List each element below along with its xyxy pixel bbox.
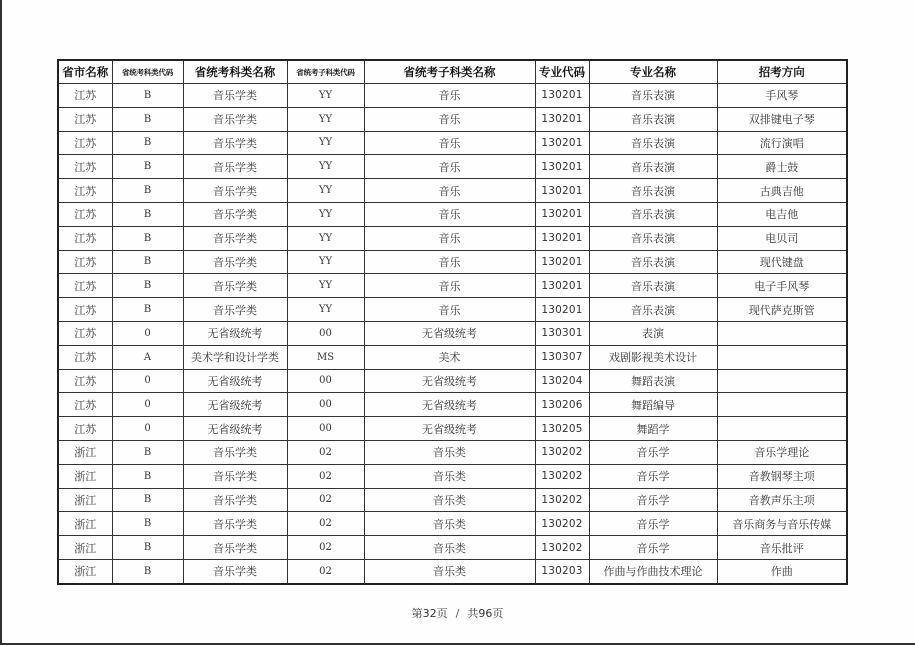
cell-direction: 音教钢琴主项 <box>717 464 847 488</box>
cell-province: 江苏 <box>58 345 112 369</box>
cell-category-code: B <box>112 84 183 108</box>
cell-major-name: 音乐表演 <box>589 84 717 108</box>
cell-category-code: 0 <box>112 321 183 345</box>
cell-major-name: 作曲与作曲技术理论 <box>589 559 717 583</box>
cell-category-name: 音乐学类 <box>183 559 287 583</box>
cell-major-name: 音乐表演 <box>589 298 717 322</box>
cell-subcategory-code: YY <box>287 84 364 108</box>
cell-category-code: B <box>112 536 183 560</box>
cell-major-name: 音乐学 <box>589 512 717 536</box>
cell-major-name: 音乐学 <box>589 464 717 488</box>
total-pages-label: 共96页 <box>467 607 504 620</box>
table-body <box>58 84 847 584</box>
cell-category-code: 0 <box>112 369 183 393</box>
cell-subcategory-code: YY <box>287 298 364 322</box>
cell-province: 江苏 <box>58 393 112 417</box>
table-row <box>58 226 847 250</box>
cell-direction <box>717 393 847 417</box>
header-major-code: 专业代码 <box>535 60 589 84</box>
cell-subcategory-code: YY <box>287 131 364 155</box>
cell-category-code: B <box>112 298 183 322</box>
cell-major-name: 表演 <box>589 321 717 345</box>
cell-subcategory-name: 音乐 <box>364 274 535 298</box>
cell-subcategory-name: 音乐 <box>364 107 535 131</box>
cell-category-code: B <box>112 107 183 131</box>
cell-subcategory-name: 无省级统考 <box>364 417 535 441</box>
cell-subcategory-name: 音乐 <box>364 179 535 203</box>
cell-category-code: B <box>112 226 183 250</box>
cell-subcategory-code: YY <box>287 179 364 203</box>
cell-subcategory-code: YY <box>287 250 364 274</box>
admissions-table <box>57 59 848 585</box>
cell-major-code: 130307 <box>535 345 589 369</box>
table-row <box>58 464 847 488</box>
cell-major-name: 音乐表演 <box>589 155 717 179</box>
cell-category-name: 音乐学类 <box>183 131 287 155</box>
cell-subcategory-code: 00 <box>287 393 364 417</box>
cell-major-code: 130205 <box>535 417 589 441</box>
cell-major-code: 130202 <box>535 488 589 512</box>
cell-province: 江苏 <box>58 179 112 203</box>
cell-category-code: B <box>112 274 183 298</box>
cell-category-code: B <box>112 464 183 488</box>
table-row <box>58 84 847 108</box>
cell-category-code: B <box>112 179 183 203</box>
cell-subcategory-name: 音乐 <box>364 84 535 108</box>
cell-direction: 爵士鼓 <box>717 155 847 179</box>
table-row <box>58 559 847 583</box>
cell-category-code: A <box>112 345 183 369</box>
cell-subcategory-name: 音乐类 <box>364 440 535 464</box>
current-page-label: 第32页 <box>411 607 448 620</box>
cell-direction <box>717 369 847 393</box>
table-header-row <box>58 60 847 84</box>
cell-subcategory-code: 00 <box>287 369 364 393</box>
cell-subcategory-code: YY <box>287 202 364 226</box>
page-separator: / <box>455 607 460 620</box>
cell-direction: 古典吉他 <box>717 179 847 203</box>
cell-province: 江苏 <box>58 226 112 250</box>
cell-subcategory-name: 无省级统考 <box>364 393 535 417</box>
cell-province: 江苏 <box>58 155 112 179</box>
cell-subcategory-code: 02 <box>287 536 364 560</box>
cell-direction: 音教声乐主项 <box>717 488 847 512</box>
cell-direction <box>717 417 847 441</box>
cell-subcategory-code: 02 <box>287 464 364 488</box>
cell-subcategory-name: 音乐 <box>364 250 535 274</box>
table-row <box>58 393 847 417</box>
header-direction: 招考方向 <box>717 60 847 84</box>
cell-subcategory-code: YY <box>287 226 364 250</box>
cell-category-name: 无省级统考 <box>183 321 287 345</box>
cell-direction: 电子手风琴 <box>717 274 847 298</box>
table-row <box>58 369 847 393</box>
cell-category-name: 音乐学类 <box>183 84 287 108</box>
cell-direction: 手风琴 <box>717 84 847 108</box>
cell-category-name: 音乐学类 <box>183 155 287 179</box>
cell-major-code: 130201 <box>535 226 589 250</box>
cell-major-name: 戏剧影视美术设计 <box>589 345 717 369</box>
cell-category-name: 无省级统考 <box>183 393 287 417</box>
cell-category-name: 音乐学类 <box>183 440 287 464</box>
header-category-code: 省统考科类代码 <box>112 60 183 84</box>
table-row <box>58 345 847 369</box>
cell-subcategory-name: 音乐类 <box>364 512 535 536</box>
cell-direction: 作曲 <box>717 559 847 583</box>
cell-major-name: 音乐学 <box>589 488 717 512</box>
cell-subcategory-code: YY <box>287 274 364 298</box>
cell-province: 江苏 <box>58 84 112 108</box>
table-row <box>58 131 847 155</box>
cell-category-code: B <box>112 202 183 226</box>
cell-major-code: 130202 <box>535 512 589 536</box>
table-row <box>58 179 847 203</box>
cell-major-code: 130202 <box>535 440 589 464</box>
cell-category-code: B <box>112 488 183 512</box>
cell-major-name: 音乐表演 <box>589 131 717 155</box>
cell-subcategory-code: 00 <box>287 321 364 345</box>
cell-category-name: 音乐学类 <box>183 250 287 274</box>
table-row <box>58 202 847 226</box>
table-row <box>58 107 847 131</box>
header-province-name: 省市名称 <box>58 60 112 84</box>
cell-category-name: 音乐学类 <box>183 536 287 560</box>
table-row <box>58 512 847 536</box>
cell-province: 浙江 <box>58 512 112 536</box>
cell-major-code: 130201 <box>535 155 589 179</box>
header-major-name: 专业名称 <box>589 60 717 84</box>
cell-province: 浙江 <box>58 536 112 560</box>
header-subcategory-name: 省统考子科类名称 <box>364 60 535 84</box>
cell-direction: 电吉他 <box>717 202 847 226</box>
cell-subcategory-name: 音乐 <box>364 155 535 179</box>
cell-category-name: 美术学和设计学类 <box>183 345 287 369</box>
cell-major-name: 舞蹈表演 <box>589 369 717 393</box>
cell-major-code: 130202 <box>535 536 589 560</box>
cell-direction <box>717 321 847 345</box>
cell-major-name: 音乐表演 <box>589 226 717 250</box>
cell-major-name: 音乐表演 <box>589 107 717 131</box>
cell-category-code: B <box>112 250 183 274</box>
cell-subcategory-name: 无省级统考 <box>364 321 535 345</box>
cell-subcategory-name: 美术 <box>364 345 535 369</box>
table-row <box>58 298 847 322</box>
cell-category-name: 音乐学类 <box>183 464 287 488</box>
cell-subcategory-code: YY <box>287 107 364 131</box>
cell-province: 江苏 <box>58 298 112 322</box>
cell-province: 江苏 <box>58 131 112 155</box>
cell-major-name: 音乐学 <box>589 536 717 560</box>
table-row <box>58 417 847 441</box>
cell-category-name: 无省级统考 <box>183 417 287 441</box>
cell-subcategory-code: 02 <box>287 559 364 583</box>
table-row <box>58 250 847 274</box>
cell-major-code: 130201 <box>535 298 589 322</box>
cell-major-code: 130202 <box>535 464 589 488</box>
cell-subcategory-code: 02 <box>287 512 364 536</box>
cell-province: 江苏 <box>58 202 112 226</box>
cell-subcategory-name: 音乐类 <box>364 488 535 512</box>
cell-province: 浙江 <box>58 559 112 583</box>
cell-category-code: B <box>112 440 183 464</box>
cell-category-code: B <box>112 131 183 155</box>
cell-major-code: 130204 <box>535 369 589 393</box>
cell-direction: 现代萨克斯管 <box>717 298 847 322</box>
cell-direction: 流行演唱 <box>717 131 847 155</box>
cell-subcategory-name: 音乐类 <box>364 464 535 488</box>
cell-major-code: 130201 <box>535 179 589 203</box>
cell-province: 江苏 <box>58 250 112 274</box>
cell-province: 江苏 <box>58 417 112 441</box>
table-row <box>58 536 847 560</box>
cell-subcategory-code: 02 <box>287 488 364 512</box>
cell-province: 浙江 <box>58 440 112 464</box>
cell-major-code: 130201 <box>535 274 589 298</box>
cell-province: 浙江 <box>58 464 112 488</box>
cell-subcategory-name: 音乐 <box>364 298 535 322</box>
table-row <box>58 488 847 512</box>
cell-province: 江苏 <box>58 321 112 345</box>
cell-direction <box>717 345 847 369</box>
cell-major-name: 音乐表演 <box>589 202 717 226</box>
cell-major-name: 舞蹈学 <box>589 417 717 441</box>
cell-major-code: 130301 <box>535 321 589 345</box>
cell-subcategory-code: 00 <box>287 417 364 441</box>
cell-subcategory-code: 02 <box>287 440 364 464</box>
cell-category-code: B <box>112 559 183 583</box>
cell-subcategory-name: 无省级统考 <box>364 369 535 393</box>
cell-category-code: B <box>112 512 183 536</box>
table-row <box>58 321 847 345</box>
table-row <box>58 274 847 298</box>
cell-major-name: 音乐学 <box>589 440 717 464</box>
cell-category-code: 0 <box>112 393 183 417</box>
cell-subcategory-name: 音乐 <box>364 131 535 155</box>
cell-subcategory-code: MS <box>287 345 364 369</box>
cell-major-code: 130203 <box>535 559 589 583</box>
cell-major-code: 130201 <box>535 250 589 274</box>
cell-subcategory-name: 音乐类 <box>364 559 535 583</box>
cell-category-name: 音乐学类 <box>183 488 287 512</box>
cell-direction: 音乐学理论 <box>717 440 847 464</box>
cell-direction: 现代键盘 <box>717 250 847 274</box>
cell-province: 江苏 <box>58 274 112 298</box>
cell-major-code: 130206 <box>535 393 589 417</box>
header-category-name: 省统考科类名称 <box>183 60 287 84</box>
cell-major-code: 130201 <box>535 107 589 131</box>
cell-category-code: 0 <box>112 417 183 441</box>
cell-major-code: 130201 <box>535 84 589 108</box>
header-subcategory-code: 省统考子科类代码 <box>287 60 364 84</box>
cell-category-name: 音乐学类 <box>183 179 287 203</box>
cell-direction: 电贝司 <box>717 226 847 250</box>
cell-subcategory-name: 音乐 <box>364 202 535 226</box>
cell-major-name: 舞蹈编导 <box>589 393 717 417</box>
cell-direction: 音乐批评 <box>717 536 847 560</box>
cell-category-name: 音乐学类 <box>183 298 287 322</box>
cell-major-name: 音乐表演 <box>589 250 717 274</box>
cell-direction: 音乐商务与音乐传媒 <box>717 512 847 536</box>
page-footer <box>0 605 915 621</box>
cell-major-code: 130201 <box>535 202 589 226</box>
cell-category-name: 音乐学类 <box>183 512 287 536</box>
cell-category-name: 音乐学类 <box>183 226 287 250</box>
cell-major-code: 130201 <box>535 131 589 155</box>
cell-subcategory-code: YY <box>287 155 364 179</box>
cell-category-name: 无省级统考 <box>183 369 287 393</box>
cell-subcategory-name: 音乐类 <box>364 536 535 560</box>
table-row <box>58 155 847 179</box>
cell-province: 江苏 <box>58 369 112 393</box>
cell-province: 浙江 <box>58 488 112 512</box>
cell-province: 江苏 <box>58 107 112 131</box>
cell-category-name: 音乐学类 <box>183 107 287 131</box>
cell-major-name: 音乐表演 <box>589 274 717 298</box>
cell-major-name: 音乐表演 <box>589 179 717 203</box>
cell-direction: 双排键电子琴 <box>717 107 847 131</box>
cell-category-name: 音乐学类 <box>183 202 287 226</box>
cell-category-code: B <box>112 155 183 179</box>
cell-category-name: 音乐学类 <box>183 274 287 298</box>
table-row <box>58 440 847 464</box>
cell-subcategory-name: 音乐 <box>364 226 535 250</box>
